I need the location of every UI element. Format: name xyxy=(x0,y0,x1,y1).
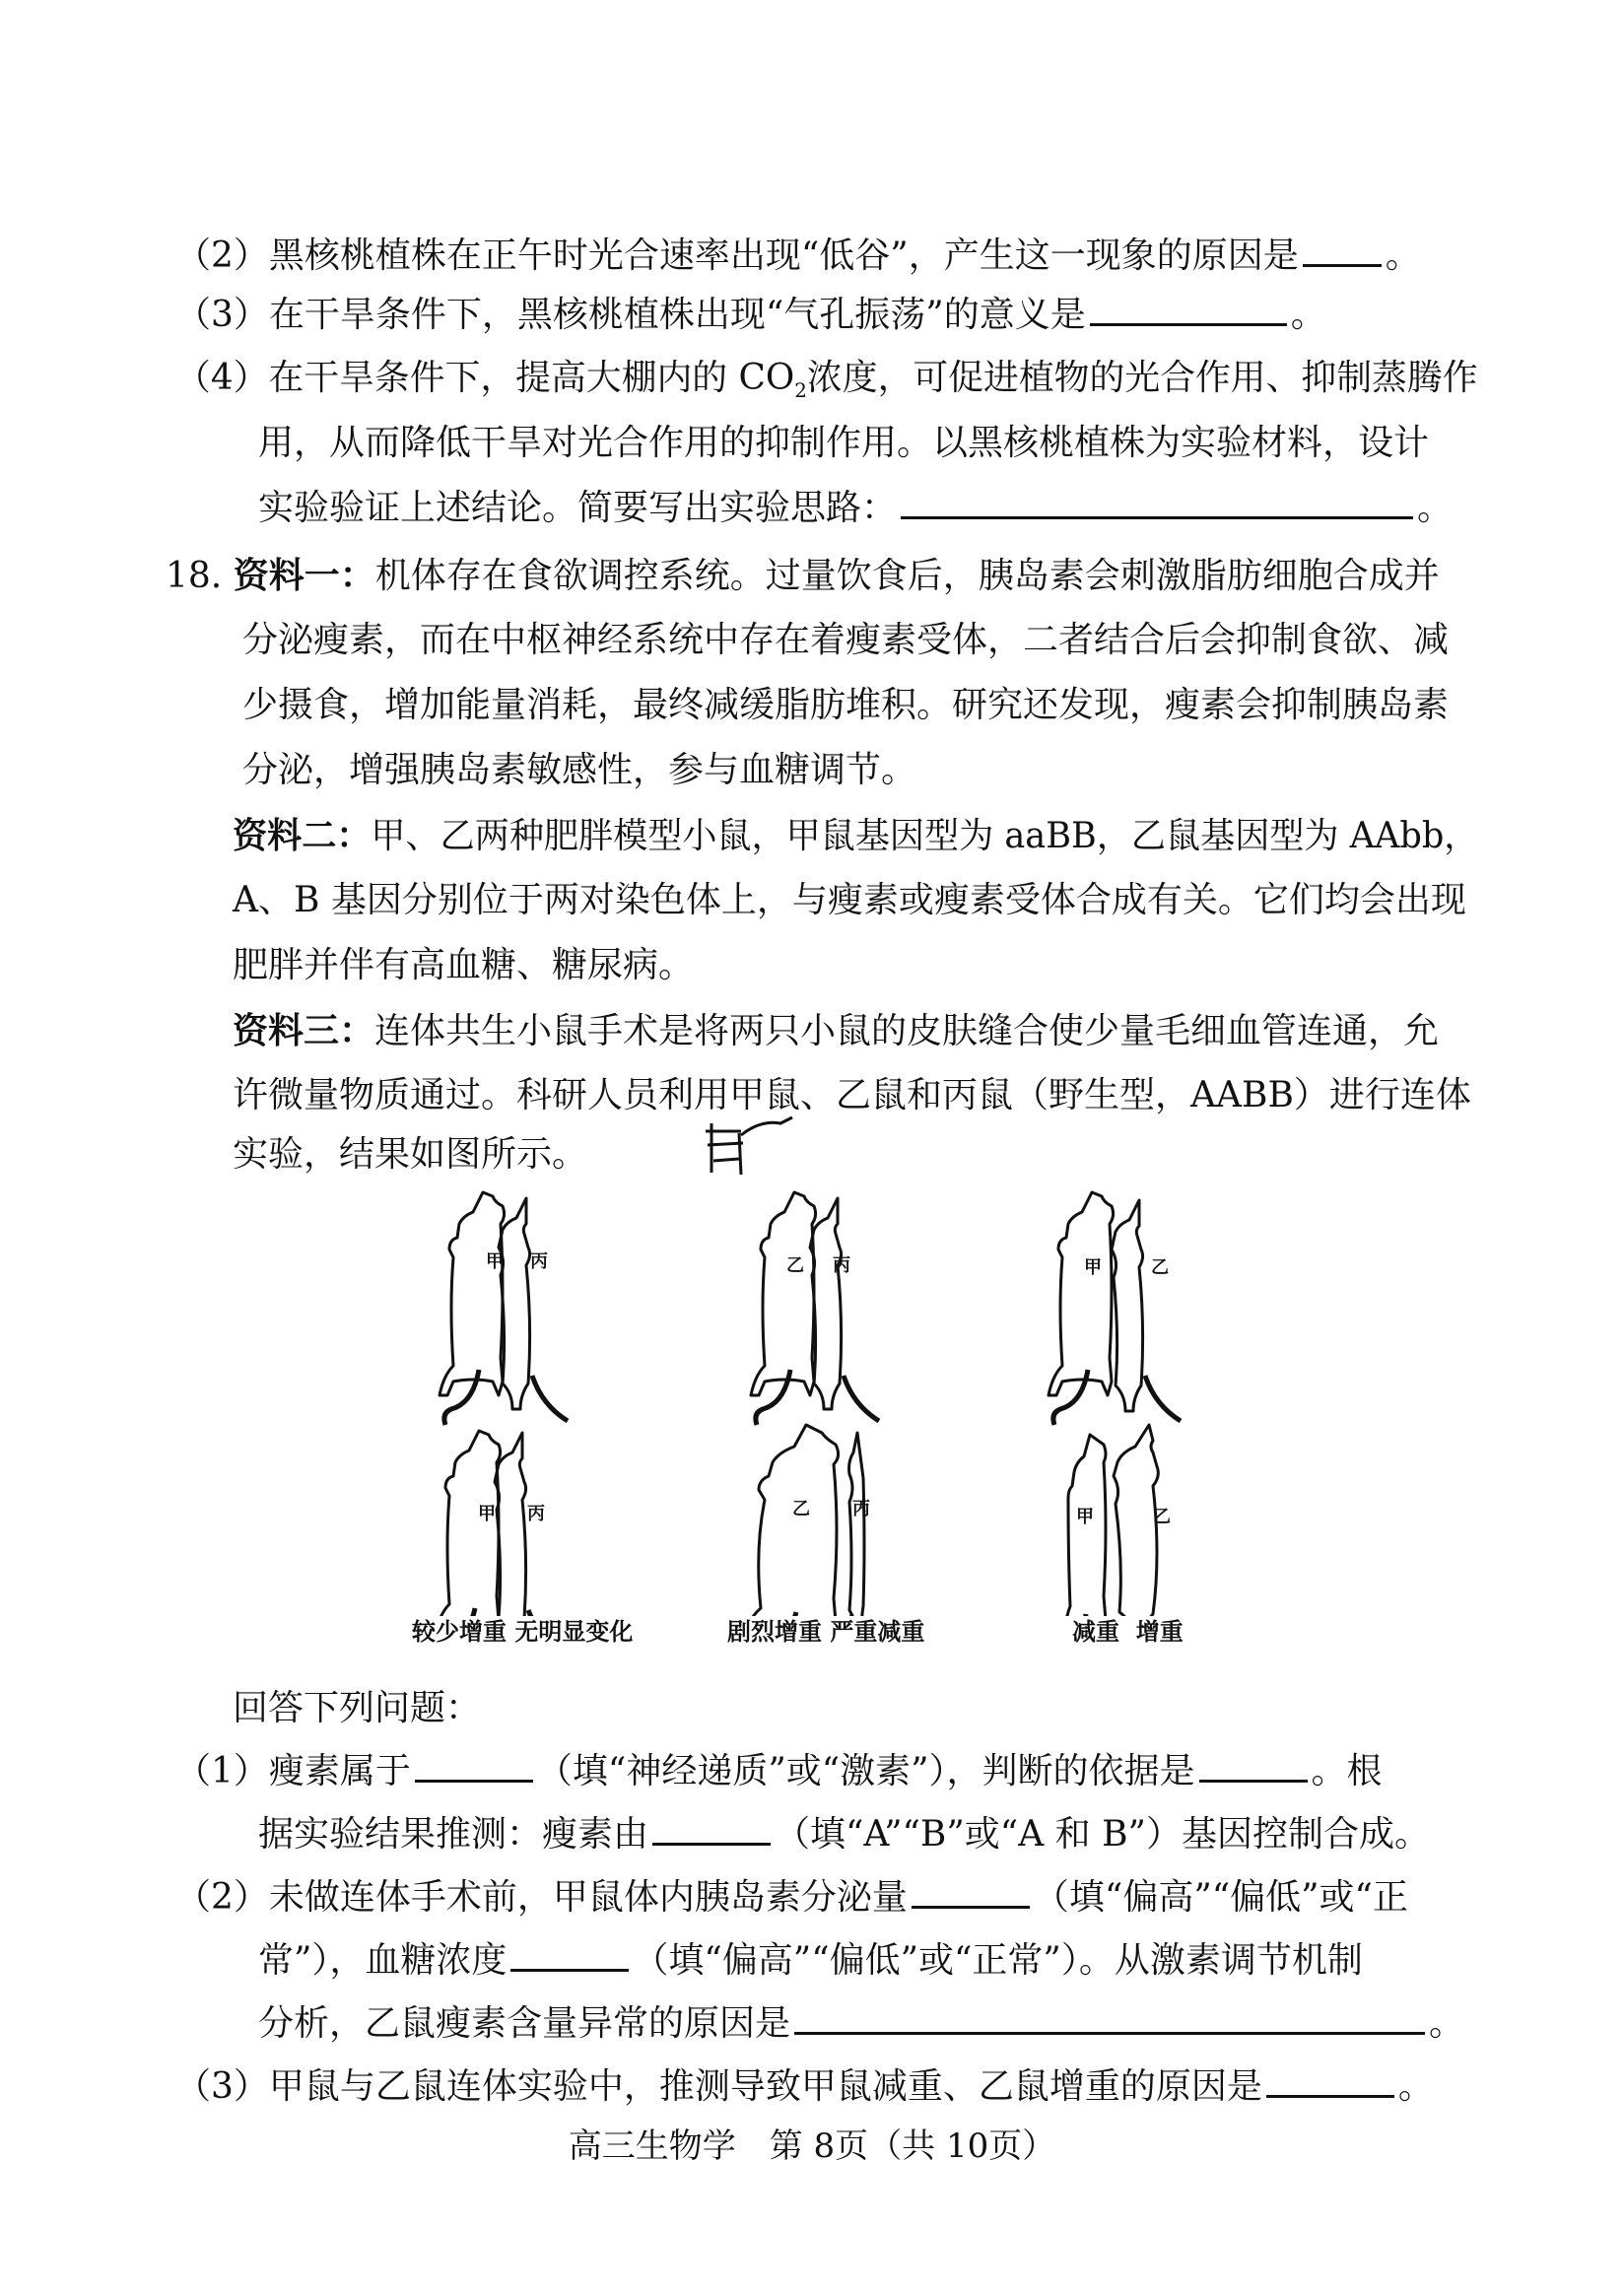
material-label: 资料一： xyxy=(233,555,375,596)
mouse-pair-2-top xyxy=(751,1192,879,1425)
question-text: （填“偏高”“偏低”或“正常”）。从激素调节机制 xyxy=(633,1940,1363,1981)
question-number: 18. xyxy=(166,556,223,596)
question-text: （填“偏高”“偏低”或“正 xyxy=(1033,1877,1408,1918)
material-label: 资料二： xyxy=(233,815,372,856)
question-text: 黑核桃植株在正午时光合速率出现“低谷”，产生这一现象的原因是 xyxy=(268,236,1299,276)
question-text: 瘦素属于 xyxy=(268,1751,411,1791)
figure-caption: 剧烈增重 严重减重 xyxy=(727,1618,925,1646)
mouse-pair-1-bottom xyxy=(436,1431,562,1616)
q18-sub2-line1 xyxy=(175,1876,1408,1920)
answer-blank[interactable] xyxy=(1199,1750,1308,1783)
part-number: （3） xyxy=(175,2066,269,2107)
question-text: 未做连体手术前，甲鼠体内胰岛素分泌量 xyxy=(268,1877,908,1918)
answer-blank[interactable] xyxy=(652,1813,771,1846)
question-text: 在干旱条件下，黑核桃植株出现“气孔振荡”的意义是 xyxy=(268,295,1086,335)
mouse-label: 丙 xyxy=(530,1251,548,1272)
punct: 。 xyxy=(1397,2066,1434,2107)
answer-blank[interactable] xyxy=(1090,294,1287,326)
question-text: 常”），血糖浓度 xyxy=(258,1940,508,1981)
mouse-label: 甲 xyxy=(478,1504,496,1524)
punct: 。 xyxy=(1417,488,1454,528)
material-label: 资料三： xyxy=(233,1010,375,1051)
q18-material1-line1 xyxy=(166,554,1440,598)
mouse-label: 甲 xyxy=(1084,1257,1102,1278)
punct: 。 xyxy=(1385,236,1421,276)
q18-sub1-line2 xyxy=(258,1813,1430,1856)
q18-material2-line1 xyxy=(233,814,1478,858)
q17-part2 xyxy=(175,235,1421,278)
q18-material3-line2: 许微量物质通过。科研人员利用甲鼠、乙鼠和丙鼠（野生型，AABB）进行连体 xyxy=(233,1075,1471,1115)
question-text: 。根 xyxy=(1311,1751,1383,1791)
answer-blank[interactable] xyxy=(912,1876,1030,1909)
answer-blank[interactable] xyxy=(1266,2065,1394,2098)
q17-part4-line2: 用，从而降低干旱对光合作用的抑制作用。以黑核桃植株为实验材料，设计 xyxy=(258,423,1430,463)
material-text: 机体存在食欲调控系统。过量饮食后，胰岛素会刺激脂肪细胞合成并 xyxy=(374,556,1440,596)
mouse-label: 丙 xyxy=(527,1504,545,1524)
q18-sub2-line3 xyxy=(258,2002,1464,2046)
mouse-label: 乙 xyxy=(792,1499,810,1519)
q18-material1-line2: 分泌瘦素，而在中枢神经系统中存在着瘦素受体，二者结合后会抑制食欲、减 xyxy=(242,620,1450,660)
mouse-pair-1-top xyxy=(440,1192,568,1425)
mouse-label: 乙 xyxy=(1153,1507,1171,1527)
subscript: 2 xyxy=(794,378,807,402)
answer-blank[interactable] xyxy=(901,487,1413,519)
q18-material3-line3: 实验，结果如图所示。 xyxy=(233,1134,588,1175)
answer-prompt: 回答下列问题： xyxy=(233,1688,482,1728)
part-number: （2） xyxy=(175,236,269,276)
question-text: 浓度，可促进植物的光合作用、抑制蒸腾作 xyxy=(806,358,1478,398)
part-number: （4） xyxy=(175,358,269,398)
q18-sub2-line2 xyxy=(258,1939,1363,1983)
mouse-pair-3-top xyxy=(1049,1192,1181,1425)
mouse-label: 乙 xyxy=(1151,1257,1169,1278)
answer-blank[interactable] xyxy=(510,1939,629,1972)
question-text: 分析，乙鼠瘦素含量异常的原因是 xyxy=(258,2003,791,2044)
question-text: 甲鼠与乙鼠连体实验中，推测导致甲鼠减重、乙鼠增重的原因是 xyxy=(268,2066,1262,2107)
mouse-pair-3-bottom xyxy=(1062,1425,1190,1616)
part-number: （3） xyxy=(175,295,269,335)
mouse-label: 乙 xyxy=(786,1255,804,1276)
part-number: （1） xyxy=(175,1751,269,1791)
question-text: （填“神经递质”或“激素”），判断的依据是 xyxy=(536,1751,1195,1791)
mouse-label: 甲 xyxy=(1076,1507,1094,1527)
answer-blank[interactable] xyxy=(415,1750,533,1783)
figure-caption: 较少增重 无明显变化 xyxy=(412,1618,634,1646)
answer-blank[interactable] xyxy=(794,2002,1425,2035)
q18-sub3-line1 xyxy=(175,2065,1434,2109)
question-text: 据实验结果推测：瘦素由 xyxy=(258,1814,649,1855)
question-text: 在干旱条件下，提高大棚内的 CO xyxy=(268,358,795,398)
punct: 。 xyxy=(1290,295,1326,335)
mouse-label: 丙 xyxy=(833,1255,850,1276)
q18-material2-line2: A、B 基因分别位于两对染色体上，与瘦素或瘦素受体合成有关。它们均会出现 xyxy=(233,880,1466,920)
q17-part4-line1 xyxy=(175,357,1478,412)
q18-material2-line3: 肥胖并伴有高血糖、糖尿病。 xyxy=(233,945,695,985)
q18-sub1-line1 xyxy=(175,1750,1383,1793)
q18-material1-line4: 分泌，增强胰岛素敏感性，参与血糖调节。 xyxy=(242,750,917,790)
mouse-pair-2-bottom xyxy=(745,1425,865,1616)
mouse-label: 丙 xyxy=(852,1499,870,1519)
mouse-label: 甲 xyxy=(486,1251,504,1272)
mouse-drawings xyxy=(394,1163,1281,1616)
material-text: 连体共生小鼠手术是将两只小鼠的皮肤缝合使少量毛细血管连通，允 xyxy=(374,1011,1440,1051)
material-text: 甲、乙两种肥胖模型小鼠，甲鼠基因型为 aaBB，乙鼠基因型为 AAbb， xyxy=(371,816,1479,856)
punct: 。 xyxy=(1429,2003,1465,2044)
figure-caption: 减重 增重 xyxy=(1072,1618,1184,1646)
answer-blank[interactable] xyxy=(1303,235,1382,267)
q18-material1-line3: 少摄食，增加能量消耗，最终减缓脂肪堆积。研究还发现，瘦素会抑制胰岛素 xyxy=(242,685,1450,725)
q18-material3-line1 xyxy=(233,1009,1439,1053)
q17-part4-line3 xyxy=(258,487,1453,530)
page-footer: 高三生物学 第 8页（共 10页） xyxy=(568,2126,1056,2166)
question-text: 实验验证上述结论。简要写出实验思路： xyxy=(258,488,898,528)
q17-part3 xyxy=(175,294,1326,337)
part-number: （2） xyxy=(175,1877,269,1918)
question-text: （填“A”“B”或“A 和 B”）基因控制合成。 xyxy=(775,1814,1430,1855)
